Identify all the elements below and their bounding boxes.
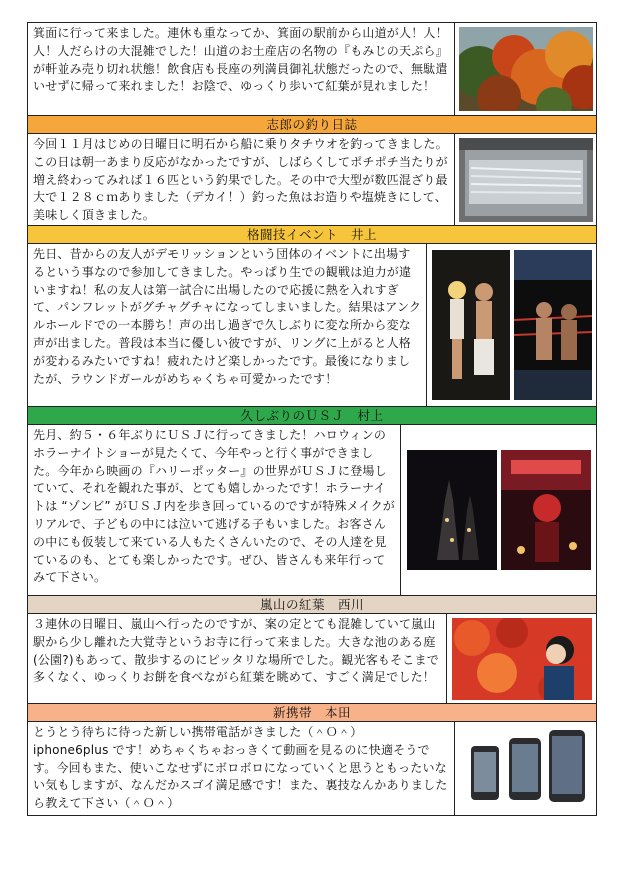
- section-fight-header: 格闘技イベント 井上: [27, 226, 597, 244]
- section-arashiyama-header: 嵐山の紅葉 西川: [27, 596, 597, 614]
- section-phone-text: とうとう待ちに待った新しい携帯電話がきました（＾Ｏ＾） iphone6plus です！めちゃくちゃおっきくて動画を見るのに快適そうです。今回もまた、使いこなせずにボロボロになっていくと思うともったいない気もしますが、なんだかスゴイ満足感です！また、裏技なんかありましたら教えて下さい（＾Ｏ＾）: [33, 725, 448, 811]
- section-minoo: [27, 22, 597, 116]
- section-usj-header: 久しぶりのＵＳＪ 村上: [27, 407, 597, 425]
- section-fishing-header: 志郎の釣り日誌: [27, 116, 597, 134]
- section-minoo-text: 箕面に行って来ました。連休も重なってか、箕面の駅前から山道が人！人！人！人だらけの大混雑でした！山道のお土産店の名物の『もみじの天ぷら』が軒並み売り切れ状態！飲食店も長座の列満員御礼状態だったので、無駄遣いせずに帰って来れました！お陰で、ゆっくり歩いて紅葉が見れました！: [33, 26, 448, 94]
- section-phone-photo-frame: [454, 722, 596, 815]
- fish-in-sink-photo: [459, 138, 593, 222]
- section-arashiyama-photo-frame: [446, 614, 596, 703]
- section-usj: [27, 425, 597, 596]
- usj-night-photo: [407, 450, 497, 570]
- autumn-trees-photo: [459, 27, 593, 111]
- iphone-lineup-photo: [461, 726, 591, 812]
- section-arashiyama: [27, 614, 597, 704]
- ring-photo: [514, 250, 592, 400]
- section-fishing-photo-frame: [454, 134, 596, 225]
- section-fishing: [27, 134, 597, 226]
- woman-maple-photo: [452, 618, 592, 700]
- section-usj-text: 先月、約５・６年ぶりにＵＳＪに行ってきました！ハロウィンのホラーナイトショーが見たくて、今年やっと行く事ができました。今年から映画の『ハリーポッター』の世界がＵＳＪに登場していて、それを観れた事が、とても嬉しかったです！ホラーナイトは “ゾンビ” がＵＳＪ内を歩き回っているのですが特殊メイクがリアルで、子どもの中には泣いて逃げる子もいました。お客さんの中にも仮装して来ている人もたくさんいたので、その人達を見ているのも、とても楽しかったです。ぜひ、皆さんも来年行ってみて下さい。: [33, 428, 395, 585]
- section-fishing-text: 今回１１月はじめの日曜日に明石から船に乗りタチウオを釣ってきました。この日は朝一あまり反応がなかったですが、しばらくしてポチポチ当たりが増え終わってみれば１６匹という釣果でした。その中で大型が数匹混ざり最大で１２８ｃｍありました（デカイ！）釣った魚はお造りや塩焼きにして、美味しく頂きました。: [33, 137, 448, 223]
- section-fight-photo-frame: [426, 244, 596, 406]
- section-fight: [27, 244, 597, 407]
- section-minoo-photo-frame: [454, 23, 596, 115]
- section-phone-header: 新携帯 本田: [27, 704, 597, 722]
- zombie-photo: [501, 450, 591, 570]
- newsletter-page: [27, 22, 597, 816]
- section-usj-photo-frame: [400, 425, 596, 595]
- section-arashiyama-text: ３連休の日曜日、嵐山へ行ったのですが、案の定とても混雑していて嵐山駅から少し離れた大覚寺というお寺に行って来ました。大きな池のある庭(公園?)もあって、散歩するのにピッタリな場所でした。観光客もそこまで多くなく、ゆっくりお餅を食べながら紅葉を眺めて、すごく満足でした！: [33, 617, 439, 685]
- section-phone: [27, 722, 597, 816]
- fighters-photo: [432, 250, 510, 400]
- section-fight-text: 先日、昔からの友人がデモリッションという団体のイベントに出場するという事なので参加してきました。やっぱり生での観戦は迫力が違いますね！私の友人は第一試合に出場したので応援に熱を入れすぎて、パンフレットがグチャグチャになってしまいました。結果はアンクルホールドでの一本勝ち！声の出し過ぎで久しぶりに変な所から変な声が出ました。普段は本当に優しい彼ですが、リングに上がると人格が変わるみたいですね！疲れたけど楽しかったです。最後になりましたが、ラウンドガールがめちゃくちゃ可愛かったです！: [33, 247, 422, 386]
